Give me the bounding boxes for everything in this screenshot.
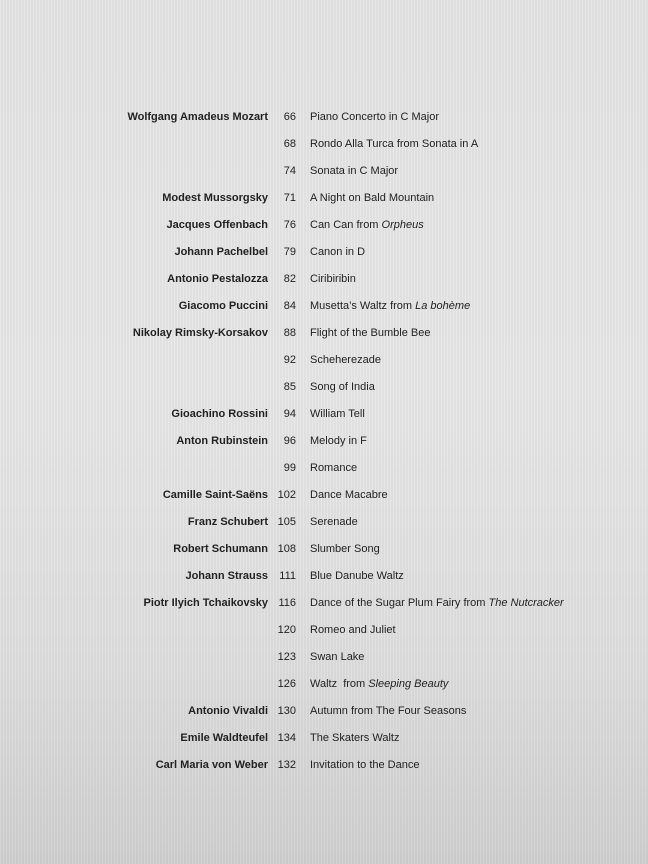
piece-title-italic: Sleeping Beauty — [368, 678, 449, 690]
piece-title — [310, 185, 434, 212]
piece-title-text: A Night on Bald Mountain — [310, 192, 435, 204]
composer-name: Nikolay Rimsky-Korsakov — [132, 327, 268, 339]
toc-row — [0, 239, 648, 266]
toc-row — [0, 482, 648, 509]
composer-name: Modest Mussorgsky — [162, 192, 268, 204]
composer-name: Wolfgang Amadeus Mozart — [127, 111, 268, 123]
piece-title-text: Romance — [310, 462, 358, 474]
piece-title-text: William Tell — [310, 408, 365, 420]
piece-title-text: Blue Danube Waltz — [310, 570, 404, 582]
page-number: 120 — [277, 624, 296, 636]
piece-title-text: Waltz from — [310, 678, 369, 690]
piece-title — [310, 131, 478, 158]
piece-title — [310, 725, 399, 752]
piece-title — [310, 158, 398, 185]
page-number: 88 — [283, 327, 296, 339]
piece-title-text: Scheherezade — [310, 354, 381, 366]
toc-row — [0, 509, 648, 536]
piece-title-text: Slumber Song — [310, 543, 380, 555]
piece-title-text: Dance Macabre — [310, 489, 388, 501]
piece-title — [310, 293, 470, 320]
piece-title — [310, 752, 419, 779]
toc-row — [0, 266, 648, 293]
toc-row — [0, 347, 648, 374]
toc-row — [0, 428, 648, 455]
piece-title-text: Serenade — [310, 516, 358, 528]
piece-title — [310, 266, 356, 293]
piece-title — [310, 563, 404, 590]
piece-title-text: Canon in D — [310, 246, 366, 258]
piece-title-italic: La bohème — [415, 300, 471, 312]
page-number: 99 — [283, 462, 296, 474]
composer-name: Emile Waldteufel — [180, 732, 268, 744]
piece-title-text: Dance of the Sugar Plum Fairy from — [310, 597, 489, 609]
page-number: 96 — [283, 435, 296, 447]
piece-title — [310, 698, 466, 725]
toc-row — [0, 320, 648, 347]
table-of-contents — [0, 104, 648, 779]
page-number: 84 — [283, 300, 296, 312]
piece-title — [310, 671, 448, 698]
toc-row — [0, 563, 648, 590]
toc-row — [0, 671, 648, 698]
toc-row — [0, 455, 648, 482]
piece-title-italic: Orpheus — [381, 219, 424, 231]
piece-title — [310, 401, 365, 428]
page-number: 76 — [283, 219, 296, 231]
toc-row — [0, 725, 648, 752]
page-number: 82 — [283, 273, 296, 285]
page-number: 94 — [283, 408, 296, 420]
composer-name: Carl Maria von Weber — [155, 759, 268, 771]
page-number: 79 — [283, 246, 296, 258]
page-number: 130 — [277, 705, 296, 717]
toc-row — [0, 698, 648, 725]
piece-title — [310, 239, 365, 266]
composer-name: Johann Pachelbel — [174, 246, 268, 258]
piece-title — [310, 509, 358, 536]
toc-row — [0, 185, 648, 212]
piece-title-text: Can Can from — [310, 219, 382, 231]
page-number: 134 — [277, 732, 296, 744]
piece-title — [310, 617, 396, 644]
piece-title — [310, 455, 357, 482]
page-number: 68 — [283, 138, 296, 150]
piece-title-text: Rondo Alla Turca from Sonata in A — [310, 138, 479, 150]
piece-title — [310, 590, 564, 617]
toc-row — [0, 401, 648, 428]
toc-row — [0, 752, 648, 779]
composer-name: Antonio Pestalozza — [167, 273, 268, 285]
piece-title-text: The Skaters Waltz — [310, 732, 400, 744]
page-number: 126 — [277, 678, 296, 690]
piece-title-text: Song of India — [310, 381, 375, 393]
composer-name: Robert Schumann — [173, 543, 268, 555]
piece-title-text: Invitation to the Dance — [310, 759, 420, 771]
page-number: 66 — [283, 111, 296, 123]
piece-title-text: Melody in F — [310, 435, 367, 447]
piece-title — [310, 374, 375, 401]
page-number: 123 — [277, 651, 296, 663]
composer-name: Jacques Offenbach — [166, 219, 268, 231]
page-number: 111 — [279, 570, 296, 582]
piece-title-text: Musetta’s Waltz from — [310, 300, 416, 312]
piece-title-italic: The Nutcracker — [488, 597, 564, 609]
page-number: 102 — [277, 489, 296, 501]
composer-name: Anton Rubinstein — [176, 435, 268, 447]
piece-title-text: Piano Concerto in C Major — [310, 111, 440, 123]
piece-title-text: Ciribiribin — [310, 273, 356, 285]
piece-title — [310, 212, 424, 239]
piece-title — [310, 644, 364, 671]
page-number: 92 — [283, 354, 296, 366]
toc-row — [0, 590, 648, 617]
piece-title — [310, 536, 380, 563]
composer-name: Giacomo Puccini — [178, 300, 268, 312]
composer-name: Antonio Vivaldi — [188, 705, 268, 717]
toc-row — [0, 293, 648, 320]
toc-row — [0, 536, 648, 563]
toc-row — [0, 617, 648, 644]
page-number: 132 — [277, 759, 296, 771]
piece-title-text: Sonata in C Major — [310, 165, 399, 177]
piece-title — [310, 347, 381, 374]
piece-title — [310, 104, 439, 131]
toc-row — [0, 104, 648, 131]
page-number: 85 — [283, 381, 296, 393]
piece-title-text: Swan Lake — [310, 651, 365, 663]
composer-name: Gioachino Rossini — [171, 408, 268, 420]
composer-name: Johann Strauss — [185, 570, 268, 582]
piece-title-text: Autumn from The Four Seasons — [310, 705, 467, 717]
page-number: 108 — [277, 543, 296, 555]
piece-title-text: Romeo and Juliet — [310, 624, 396, 636]
piece-title — [310, 428, 367, 455]
composer-name: Piotr Ilyich Tchaikovsky — [143, 597, 268, 609]
toc-row — [0, 212, 648, 239]
toc-row — [0, 158, 648, 185]
toc-row — [0, 374, 648, 401]
composer-name: Camille Saint-Saëns — [162, 489, 268, 501]
page-number: 105 — [277, 516, 296, 528]
page-number: 116 — [278, 597, 296, 609]
page-number: 71 — [283, 192, 296, 204]
page-number: 74 — [283, 165, 296, 177]
toc-row — [0, 644, 648, 671]
piece-title — [310, 482, 388, 509]
piece-title-text: Flight of the Bumble Bee — [310, 327, 431, 339]
piece-title — [310, 320, 430, 347]
composer-name: Franz Schubert — [187, 516, 268, 528]
toc-row — [0, 131, 648, 158]
